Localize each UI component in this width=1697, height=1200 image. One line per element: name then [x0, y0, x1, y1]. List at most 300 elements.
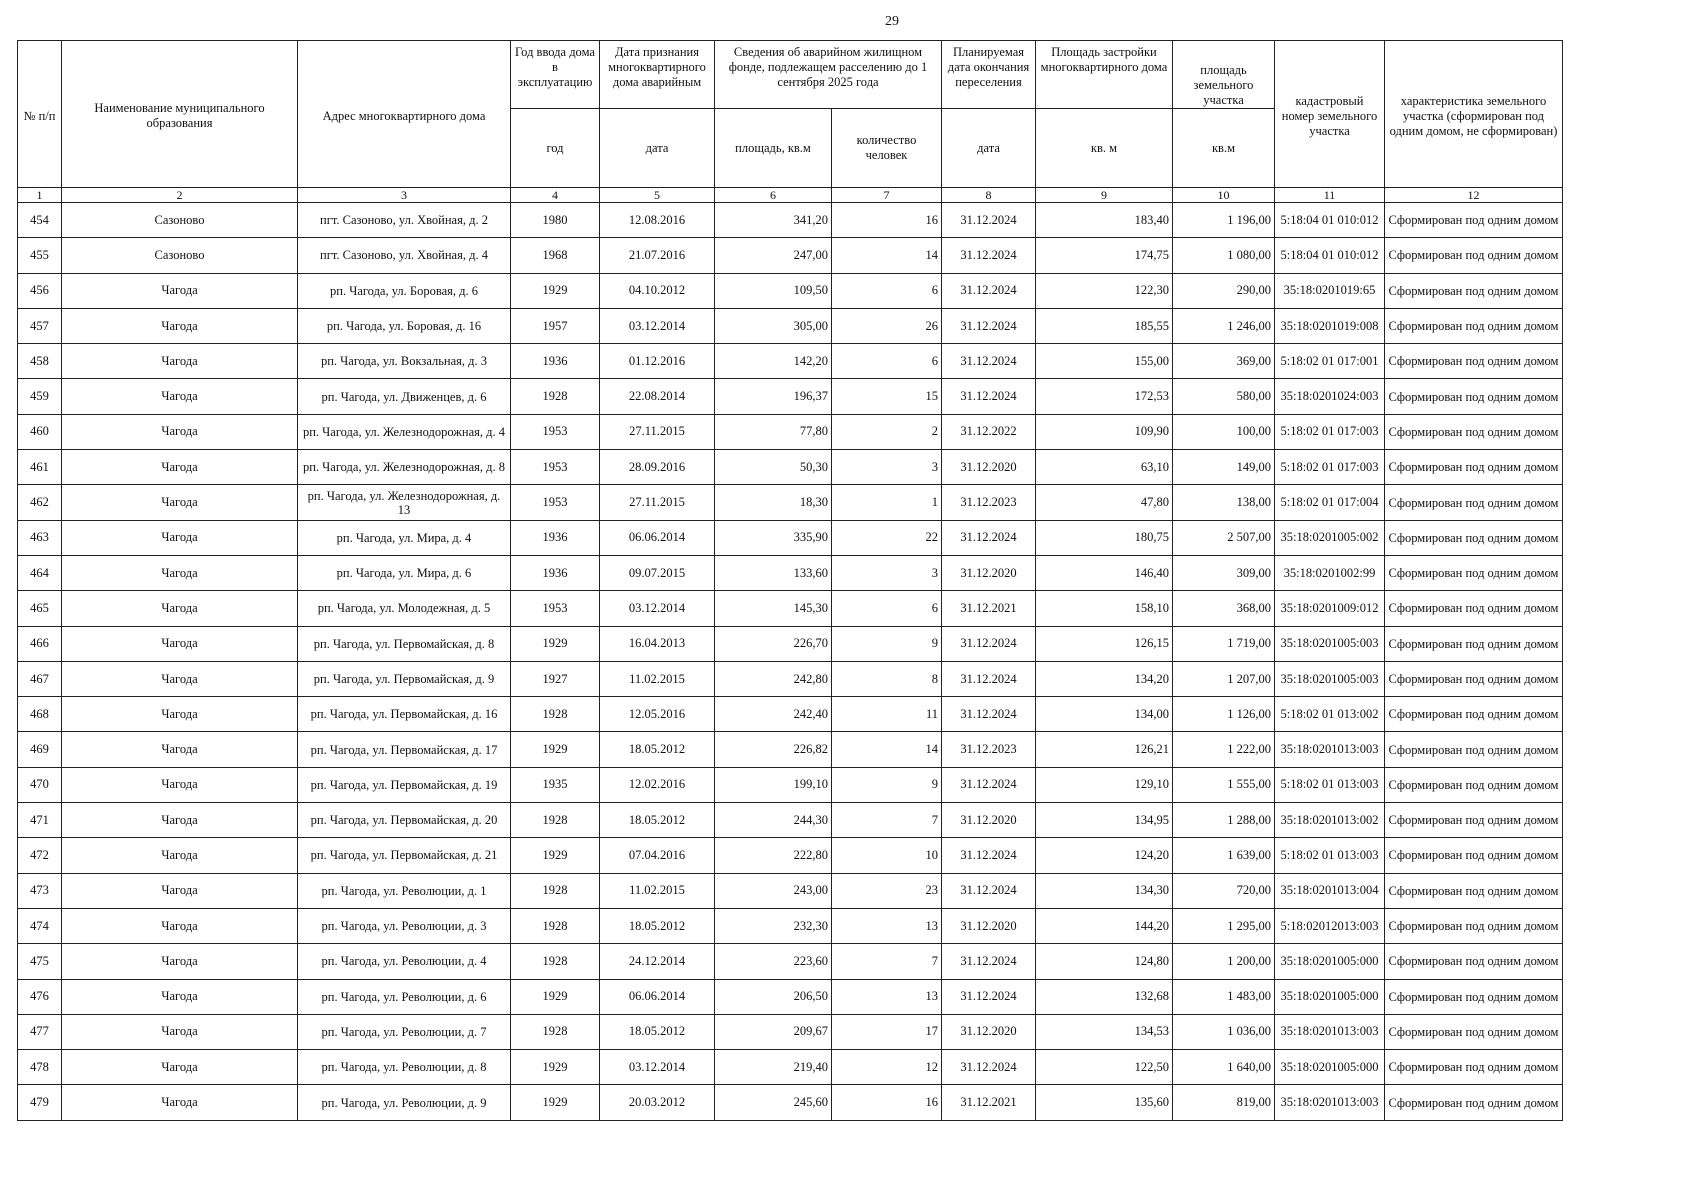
cadastral-number-cell: 5:18:02 01 013:003: [1275, 838, 1385, 873]
table-row: [18, 767, 1563, 802]
planned-date-cell: 31.12.2024: [942, 697, 1036, 732]
building-area-cell: 124,80: [1036, 944, 1173, 979]
recognized-date-cell: 21.07.2016: [600, 238, 715, 273]
recognized-date-cell: 18.05.2012: [600, 803, 715, 838]
table-row: [18, 555, 1563, 590]
row-number: 473: [18, 873, 62, 908]
header-date-recognized: Дата признания многоквартирного дома аварийным: [600, 41, 715, 109]
area-cell: 142,20: [715, 344, 832, 379]
cadastral-number-cell: 35:18:0201005:003: [1275, 661, 1385, 696]
year-cell: 1953: [511, 414, 600, 449]
year-cell: 1929: [511, 273, 600, 308]
recognized-date-cell: 03.12.2014: [600, 1050, 715, 1085]
header-year-commissioned: Год ввода дома в эксплуатацию: [511, 41, 600, 109]
table-body: [18, 203, 1563, 1121]
cadastral-number-cell: 5:18:02 01 017:004: [1275, 485, 1385, 520]
row-number: 455: [18, 238, 62, 273]
land-characteristic-cell: Сформирован под одним домом: [1385, 1085, 1563, 1120]
header-municipality: Наименование муниципального образования: [62, 41, 298, 188]
municipality-cell: Чагода: [62, 873, 298, 908]
table-row: [18, 908, 1563, 943]
land-characteristic-cell: Сформирован под одним домом: [1385, 203, 1563, 238]
municipality-cell: Чагода: [62, 379, 298, 414]
land-area-cell: 819,00: [1173, 1085, 1275, 1120]
land-characteristic-cell: Сформирован под одним домом: [1385, 414, 1563, 449]
land-area-cell: 1 483,00: [1173, 979, 1275, 1014]
land-area-cell: 1 719,00: [1173, 626, 1275, 661]
municipality-cell: Чагода: [62, 908, 298, 943]
land-area-cell: 138,00: [1173, 485, 1275, 520]
area-cell: 109,50: [715, 273, 832, 308]
cadastral-number-cell: 5:18:02 01 017:001: [1275, 344, 1385, 379]
column-number: 7: [832, 188, 942, 203]
land-characteristic-cell: Сформирован под одним домом: [1385, 273, 1563, 308]
building-area-cell: 126,21: [1036, 732, 1173, 767]
year-cell: 1928: [511, 1014, 600, 1049]
area-cell: 50,30: [715, 450, 832, 485]
row-number: 472: [18, 838, 62, 873]
land-characteristic-cell: Сформирован под одним домом: [1385, 661, 1563, 696]
table-row: [18, 273, 1563, 308]
year-cell: 1953: [511, 591, 600, 626]
subheader-area: площадь, кв.м: [715, 109, 832, 188]
emergency-housing-table: [17, 40, 1563, 1121]
building-area-cell: 129,10: [1036, 767, 1173, 802]
year-cell: 1929: [511, 1085, 600, 1120]
table-row: [18, 626, 1563, 661]
table-row: [18, 1085, 1563, 1120]
municipality-cell: Чагода: [62, 1085, 298, 1120]
planned-date-cell: 31.12.2023: [942, 732, 1036, 767]
table-row: [18, 944, 1563, 979]
planned-date-cell: 31.12.2023: [942, 485, 1036, 520]
table-row: [18, 414, 1563, 449]
column-number: 9: [1036, 188, 1173, 203]
year-cell: 1927: [511, 661, 600, 696]
municipality-cell: Чагода: [62, 626, 298, 661]
building-area-cell: 146,40: [1036, 555, 1173, 590]
land-characteristic-cell: Сформирован под одним домом: [1385, 450, 1563, 485]
address-cell: рп. Чагода, ул. Первомайская, д. 20: [298, 803, 511, 838]
cadastral-number-cell: 35:18:0201009:012: [1275, 591, 1385, 626]
area-cell: 242,40: [715, 697, 832, 732]
cadastral-number-cell: 35:18:0201013:003: [1275, 732, 1385, 767]
table-row: [18, 238, 1563, 273]
address-cell: пгт. Сазоново, ул. Хвойная, д. 2: [298, 203, 511, 238]
row-number: 457: [18, 308, 62, 343]
building-area-cell: 134,30: [1036, 873, 1173, 908]
address-cell: рп. Чагода, ул. Первомайская, д. 9: [298, 661, 511, 696]
column-number: 10: [1173, 188, 1275, 203]
year-cell: 1953: [511, 450, 600, 485]
year-cell: 1953: [511, 485, 600, 520]
table-row: [18, 450, 1563, 485]
land-characteristic-cell: Сформирован под одним домом: [1385, 520, 1563, 555]
row-number: 454: [18, 203, 62, 238]
people-count-cell: 7: [832, 944, 942, 979]
cadastral-number-cell: 5:18:02 01 013:002: [1275, 697, 1385, 732]
recognized-date-cell: 12.05.2016: [600, 697, 715, 732]
municipality-cell: Чагода: [62, 273, 298, 308]
land-area-cell: 1 295,00: [1173, 908, 1275, 943]
planned-date-cell: 31.12.2020: [942, 803, 1036, 838]
building-area-cell: 132,68: [1036, 979, 1173, 1014]
year-cell: 1928: [511, 944, 600, 979]
building-area-cell: 109,90: [1036, 414, 1173, 449]
area-cell: 243,00: [715, 873, 832, 908]
year-cell: 1928: [511, 908, 600, 943]
address-cell: рп. Чагода, ул. Железнодорожная, д. 4: [298, 414, 511, 449]
address-cell: рп. Чагода, ул. Первомайская, д. 16: [298, 697, 511, 732]
table-row: [18, 379, 1563, 414]
area-cell: 305,00: [715, 308, 832, 343]
municipality-cell: Чагода: [62, 1050, 298, 1085]
land-area-cell: 1 288,00: [1173, 803, 1275, 838]
address-cell: рп. Чагода, ул. Вокзальная, д. 3: [298, 344, 511, 379]
column-number: 4: [511, 188, 600, 203]
row-number: 477: [18, 1014, 62, 1049]
column-number-row: [18, 188, 1563, 203]
table-row: [18, 485, 1563, 520]
address-cell: рп. Чагода, ул. Революции, д. 4: [298, 944, 511, 979]
area-cell: 196,37: [715, 379, 832, 414]
cadastral-number-cell: 35:18:0201013:003: [1275, 1014, 1385, 1049]
area-cell: 222,80: [715, 838, 832, 873]
table-row: [18, 803, 1563, 838]
address-cell: рп. Чагода, ул. Молодежная, д. 5: [298, 591, 511, 626]
recognized-date-cell: 03.12.2014: [600, 591, 715, 626]
planned-date-cell: 31.12.2024: [942, 626, 1036, 661]
building-area-cell: 124,20: [1036, 838, 1173, 873]
municipality-cell: Чагода: [62, 697, 298, 732]
header-address: Адрес многоквартирного дома: [298, 41, 511, 188]
people-count-cell: 9: [832, 767, 942, 802]
building-area-cell: 122,30: [1036, 273, 1173, 308]
recognized-date-cell: 28.09.2016: [600, 450, 715, 485]
land-area-cell: 1 246,00: [1173, 308, 1275, 343]
row-number: 476: [18, 979, 62, 1014]
people-count-cell: 8: [832, 661, 942, 696]
row-number: 456: [18, 273, 62, 308]
municipality-cell: Чагода: [62, 555, 298, 590]
address-cell: рп. Чагода, ул. Революции, д. 3: [298, 908, 511, 943]
recognized-date-cell: 07.04.2016: [600, 838, 715, 873]
year-cell: 1928: [511, 803, 600, 838]
land-characteristic-cell: Сформирован под одним домом: [1385, 838, 1563, 873]
people-count-cell: 14: [832, 238, 942, 273]
column-number: 1: [18, 188, 62, 203]
table-row: [18, 697, 1563, 732]
people-count-cell: 26: [832, 308, 942, 343]
table-row: [18, 661, 1563, 696]
column-number: 6: [715, 188, 832, 203]
year-cell: 1968: [511, 238, 600, 273]
land-characteristic-cell: Сформирован под одним домом: [1385, 908, 1563, 943]
area-cell: 223,60: [715, 944, 832, 979]
land-area-cell: 369,00: [1173, 344, 1275, 379]
year-cell: 1957: [511, 308, 600, 343]
address-cell: пгт. Сазоново, ул. Хвойная, д. 4: [298, 238, 511, 273]
cadastral-number-cell: 35:18:0201005:000: [1275, 979, 1385, 1014]
municipality-cell: Сазоново: [62, 203, 298, 238]
page-number: 29: [885, 14, 899, 29]
address-cell: рп. Чагода, ул. Мира, д. 6: [298, 555, 511, 590]
municipality-cell: Чагода: [62, 1014, 298, 1049]
building-area-cell: 135,60: [1036, 1085, 1173, 1120]
planned-date-cell: 31.12.2022: [942, 414, 1036, 449]
address-cell: рп. Чагода, ул. Революции, д. 8: [298, 1050, 511, 1085]
year-cell: 1935: [511, 767, 600, 802]
planned-date-cell: 31.12.2021: [942, 591, 1036, 626]
municipality-cell: Чагода: [62, 767, 298, 802]
table-row: [18, 732, 1563, 767]
row-number: 466: [18, 626, 62, 661]
row-number: 478: [18, 1050, 62, 1085]
address-cell: рп. Чагода, ул. Боровая, д. 16: [298, 308, 511, 343]
recognized-date-cell: 03.12.2014: [600, 308, 715, 343]
area-cell: 244,30: [715, 803, 832, 838]
address-cell: рп. Чагода, ул. Революции, д. 1: [298, 873, 511, 908]
people-count-cell: 10: [832, 838, 942, 873]
planned-date-cell: 31.12.2024: [942, 203, 1036, 238]
area-cell: 226,82: [715, 732, 832, 767]
planned-date-cell: 31.12.2024: [942, 873, 1036, 908]
cadastral-number-cell: 5:18:04 01 010:012: [1275, 203, 1385, 238]
land-area-cell: 1 126,00: [1173, 697, 1275, 732]
header-num: № п/п: [18, 41, 62, 188]
people-count-cell: 14: [832, 732, 942, 767]
header-building-area: Площадь застройки многоквартирного дома: [1036, 41, 1173, 109]
cadastral-number-cell: 35:18:0201005:002: [1275, 520, 1385, 555]
table-row: [18, 308, 1563, 343]
people-count-cell: 12: [832, 1050, 942, 1085]
land-characteristic-cell: Сформирован под одним домом: [1385, 873, 1563, 908]
land-area-cell: 580,00: [1173, 379, 1275, 414]
people-count-cell: 3: [832, 450, 942, 485]
land-area-cell: 1 036,00: [1173, 1014, 1275, 1049]
building-area-cell: 126,15: [1036, 626, 1173, 661]
address-cell: рп. Чагода, ул. Первомайская, д. 19: [298, 767, 511, 802]
year-cell: 1928: [511, 873, 600, 908]
people-count-cell: 7: [832, 803, 942, 838]
land-area-cell: 1 080,00: [1173, 238, 1275, 273]
row-number: 461: [18, 450, 62, 485]
land-area-cell: 1 207,00: [1173, 661, 1275, 696]
land-area-cell: 1 200,00: [1173, 944, 1275, 979]
row-number: 464: [18, 555, 62, 590]
area-cell: 209,67: [715, 1014, 832, 1049]
municipality-cell: Чагода: [62, 450, 298, 485]
row-number: 463: [18, 520, 62, 555]
people-count-cell: 17: [832, 1014, 942, 1049]
address-cell: рп. Чагода, ул. Революции, д. 9: [298, 1085, 511, 1120]
planned-date-cell: 31.12.2024: [942, 308, 1036, 343]
building-area-cell: 158,10: [1036, 591, 1173, 626]
municipality-cell: Чагода: [62, 944, 298, 979]
recognized-date-cell: 09.07.2015: [600, 555, 715, 590]
land-area-cell: 720,00: [1173, 873, 1275, 908]
year-cell: 1936: [511, 344, 600, 379]
table-row: [18, 203, 1563, 238]
land-characteristic-cell: Сформирован под одним домом: [1385, 308, 1563, 343]
land-characteristic-cell: Сформирован под одним домом: [1385, 555, 1563, 590]
row-number: 465: [18, 591, 62, 626]
building-area-cell: 134,20: [1036, 661, 1173, 696]
municipality-cell: Чагода: [62, 414, 298, 449]
people-count-cell: 16: [832, 203, 942, 238]
recognized-date-cell: 06.06.2014: [600, 979, 715, 1014]
land-characteristic-cell: Сформирован под одним домом: [1385, 591, 1563, 626]
land-area-cell: 1 640,00: [1173, 1050, 1275, 1085]
subheader-kvm2: кв.м: [1173, 109, 1275, 188]
row-number: 474: [18, 908, 62, 943]
planned-date-cell: 31.12.2021: [942, 1085, 1036, 1120]
land-characteristic-cell: Сформирован под одним домом: [1385, 944, 1563, 979]
building-area-cell: 63,10: [1036, 450, 1173, 485]
recognized-date-cell: 01.12.2016: [600, 344, 715, 379]
land-characteristic-cell: Сформирован под одним домом: [1385, 485, 1563, 520]
row-number: 469: [18, 732, 62, 767]
land-area-cell: 149,00: [1173, 450, 1275, 485]
address-cell: рп. Чагода, ул. Первомайская, д. 8: [298, 626, 511, 661]
year-cell: 1929: [511, 732, 600, 767]
cadastral-number-cell: 35:18:0201024:003: [1275, 379, 1385, 414]
building-area-cell: 172,53: [1036, 379, 1173, 414]
municipality-cell: Чагода: [62, 979, 298, 1014]
building-area-cell: 122,50: [1036, 1050, 1173, 1085]
municipality-cell: Чагода: [62, 838, 298, 873]
area-cell: 226,70: [715, 626, 832, 661]
municipality-cell: Чагода: [62, 732, 298, 767]
planned-date-cell: 31.12.2024: [942, 238, 1036, 273]
land-characteristic-cell: Сформирован под одним домом: [1385, 803, 1563, 838]
planned-date-cell: 31.12.2024: [942, 1050, 1036, 1085]
building-area-cell: 47,80: [1036, 485, 1173, 520]
recognized-date-cell: 24.12.2014: [600, 944, 715, 979]
municipality-cell: Чагода: [62, 803, 298, 838]
planned-date-cell: 31.12.2024: [942, 379, 1036, 414]
land-area-cell: 100,00: [1173, 414, 1275, 449]
column-number: 3: [298, 188, 511, 203]
table-row: [18, 1014, 1563, 1049]
row-number: 460: [18, 414, 62, 449]
address-cell: рп. Чагода, ул. Первомайская, д. 21: [298, 838, 511, 873]
planned-date-cell: 31.12.2020: [942, 450, 1036, 485]
cadastral-number-cell: 35:18:0201005:000: [1275, 944, 1385, 979]
cadastral-number-cell: 35:18:0201013:002: [1275, 803, 1385, 838]
land-area-cell: 2 507,00: [1173, 520, 1275, 555]
recognized-date-cell: 12.08.2016: [600, 203, 715, 238]
area-cell: 242,80: [715, 661, 832, 696]
recognized-date-cell: 20.03.2012: [600, 1085, 715, 1120]
municipality-cell: Чагода: [62, 591, 298, 626]
row-number: 475: [18, 944, 62, 979]
row-number: 458: [18, 344, 62, 379]
row-number: 467: [18, 661, 62, 696]
recognized-date-cell: 27.11.2015: [600, 414, 715, 449]
cadastral-number-cell: 35:18:0201005:000: [1275, 1050, 1385, 1085]
row-number: 468: [18, 697, 62, 732]
subheader-people: количество человек: [832, 109, 942, 188]
cadastral-number-cell: 35:18:0201005:003: [1275, 626, 1385, 661]
year-cell: 1936: [511, 520, 600, 555]
planned-date-cell: 31.12.2020: [942, 1014, 1036, 1049]
recognized-date-cell: 12.02.2016: [600, 767, 715, 802]
row-number: 471: [18, 803, 62, 838]
planned-date-cell: 31.12.2020: [942, 908, 1036, 943]
people-count-cell: 13: [832, 908, 942, 943]
year-cell: 1980: [511, 203, 600, 238]
municipality-cell: Чагода: [62, 308, 298, 343]
column-number: 2: [62, 188, 298, 203]
year-cell: 1928: [511, 697, 600, 732]
area-cell: 232,30: [715, 908, 832, 943]
year-cell: 1936: [511, 555, 600, 590]
area-cell: 341,20: [715, 203, 832, 238]
recognized-date-cell: 16.04.2013: [600, 626, 715, 661]
cadastral-number-cell: 35:18:0201013:003: [1275, 1085, 1385, 1120]
planned-date-cell: 31.12.2024: [942, 767, 1036, 802]
area-cell: 219,40: [715, 1050, 832, 1085]
area-cell: 245,60: [715, 1085, 832, 1120]
area-cell: 77,80: [715, 414, 832, 449]
address-cell: рп. Чагода, ул. Первомайская, д. 17: [298, 732, 511, 767]
people-count-cell: 13: [832, 979, 942, 1014]
land-area-cell: 368,00: [1173, 591, 1275, 626]
building-area-cell: 134,53: [1036, 1014, 1173, 1049]
people-count-cell: 6: [832, 591, 942, 626]
cadastral-number-cell: 35:18:0201002:99: [1275, 555, 1385, 590]
land-area-cell: 309,00: [1173, 555, 1275, 590]
subheader-date: дата: [600, 109, 715, 188]
land-characteristic-cell: Сформирован под одним домом: [1385, 732, 1563, 767]
people-count-cell: 1: [832, 485, 942, 520]
header-land-characteristic: характеристика земельного участка (сформирован под одним домом, не сформирован): [1385, 41, 1563, 188]
planned-date-cell: 31.12.2024: [942, 661, 1036, 696]
row-number: 470: [18, 767, 62, 802]
land-characteristic-cell: Сформирован под одним домом: [1385, 238, 1563, 273]
land-area-cell: 1 639,00: [1173, 838, 1275, 873]
people-count-cell: 6: [832, 273, 942, 308]
cadastral-number-cell: 5:18:04 01 010:012: [1275, 238, 1385, 273]
planned-date-cell: 31.12.2020: [942, 555, 1036, 590]
table-row: [18, 520, 1563, 555]
area-cell: 133,60: [715, 555, 832, 590]
table-row: [18, 344, 1563, 379]
address-cell: рп. Чагода, ул. Революции, д. 6: [298, 979, 511, 1014]
table-row: [18, 979, 1563, 1014]
people-count-cell: 11: [832, 697, 942, 732]
column-number: 8: [942, 188, 1036, 203]
recognized-date-cell: 06.06.2014: [600, 520, 715, 555]
subheader-kvm: кв. м: [1036, 109, 1173, 188]
year-cell: 1929: [511, 626, 600, 661]
column-number: 11: [1275, 188, 1385, 203]
land-characteristic-cell: Сформирован под одним домом: [1385, 626, 1563, 661]
planned-date-cell: 31.12.2024: [942, 979, 1036, 1014]
area-cell: 335,90: [715, 520, 832, 555]
land-area-cell: 290,00: [1173, 273, 1275, 308]
land-area-cell: 1 196,00: [1173, 203, 1275, 238]
land-characteristic-cell: Сформирован под одним домом: [1385, 767, 1563, 802]
table-row: [18, 591, 1563, 626]
planned-date-cell: 31.12.2024: [942, 838, 1036, 873]
year-cell: 1929: [511, 1050, 600, 1085]
people-count-cell: 15: [832, 379, 942, 414]
cadastral-number-cell: 5:18:02 01 017:003: [1275, 414, 1385, 449]
cadastral-number-cell: 5:18:02 01 017:003: [1275, 450, 1385, 485]
land-characteristic-cell: Сформирован под одним домом: [1385, 979, 1563, 1014]
